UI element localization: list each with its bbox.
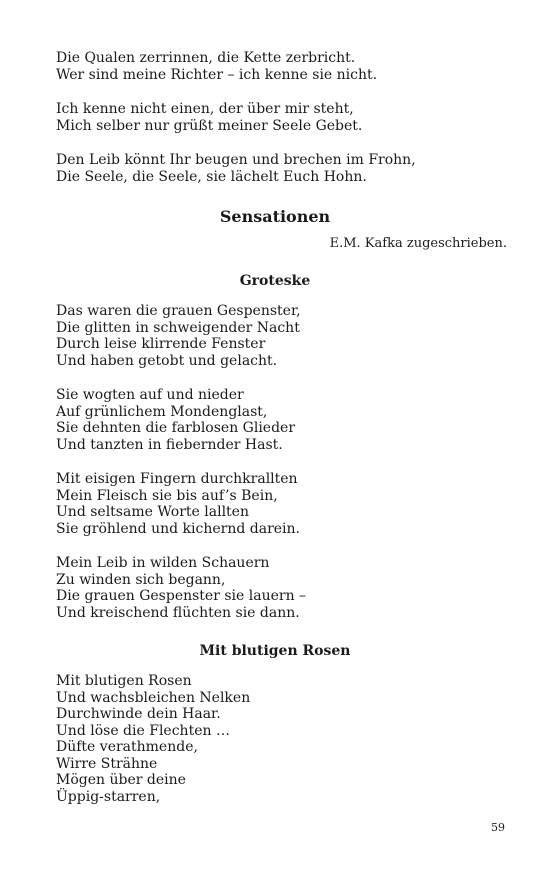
verse-line: Mögen über deine bbox=[56, 772, 186, 788]
verse-line: Die glitten in schweigender Nacht bbox=[56, 319, 300, 336]
groteske-stanza-1 bbox=[56, 303, 506, 369]
verse-line: Durch leise klirrende Fenster bbox=[56, 336, 266, 352]
verse-line: Düfte verathmende, bbox=[56, 739, 198, 755]
verse-line: Mein Leib in wilden Schauern bbox=[56, 555, 270, 571]
verse-line: Zu winden sich begann, bbox=[56, 571, 226, 588]
verse-line: Die Seele, die Seele, sie lächelt Euch Hohn. bbox=[56, 168, 367, 185]
poem-title-rosen: Mit blutigen Rosen bbox=[199, 643, 351, 659]
groteske-stanza-3 bbox=[56, 471, 506, 537]
verse-line: Den Leib könnt Ihr beugen und brechen im Frohn, bbox=[56, 152, 416, 168]
verse-line: Sie gröhlend und kichernd darein. bbox=[56, 520, 300, 537]
verse-line: Mit blutigen Rosen bbox=[56, 673, 192, 689]
verse-line: Ich kenne nicht einen, der über mir steht, bbox=[56, 101, 354, 117]
verse-line: Das waren die grauen Gespenster, bbox=[56, 303, 301, 319]
verse-line: Und löse die Flechten … bbox=[56, 722, 230, 739]
verse-line: Und haben getobt und gelacht. bbox=[56, 352, 278, 369]
verse-line: Und seltsame Worte lallten bbox=[56, 504, 249, 520]
verse-line: Und wachsbleichen Nelken bbox=[56, 689, 251, 706]
verse-line: Wer sind meine Richter – ich kenne sie nicht. bbox=[56, 66, 378, 83]
verse-line: Auf grünlichem Mondenglast, bbox=[56, 403, 268, 420]
groteske-stanza-2 bbox=[56, 387, 506, 453]
verse-line: Mein Fleisch sie bis auf’s Bein, bbox=[56, 487, 278, 504]
verse-line: Und kreischend flüchten sie dann. bbox=[56, 604, 300, 621]
verse-line: Die grauen Gespenster sie lauern – bbox=[56, 588, 307, 604]
verse-line: Die Qualen zerrinnen, die Kette zerbricht. bbox=[56, 50, 356, 66]
poem-title-groteske: Groteske bbox=[239, 273, 311, 289]
verse-line: Sie dehnten die farblosen Glieder bbox=[56, 420, 296, 436]
verse-line: Mit eisigen Fingern durchkrallten bbox=[56, 471, 298, 487]
verse-line: Wirre Strähne bbox=[56, 755, 158, 772]
verse-line: Mich selber nur grüßt meiner Seele Gebet. bbox=[56, 117, 363, 134]
rosen-stanza-1 bbox=[56, 673, 506, 805]
intro-stanza-1 bbox=[56, 50, 506, 83]
verse-line: Und tanzten in fiebernder Hast. bbox=[56, 436, 283, 453]
verse-line: Üppig-starren, bbox=[56, 788, 161, 805]
verse-line: Durchwinde dein Haar. bbox=[56, 706, 221, 722]
page-number: 59 bbox=[491, 821, 505, 834]
verse-line: Sie wogten auf und nieder bbox=[56, 387, 244, 403]
section-title: Sensationen bbox=[219, 207, 331, 226]
intro-stanza-2 bbox=[56, 101, 506, 134]
groteske-stanza-4 bbox=[56, 555, 506, 621]
intro-stanza-3 bbox=[56, 152, 506, 185]
attribution: E.M. Kafka zugeschrieben. bbox=[329, 236, 507, 251]
